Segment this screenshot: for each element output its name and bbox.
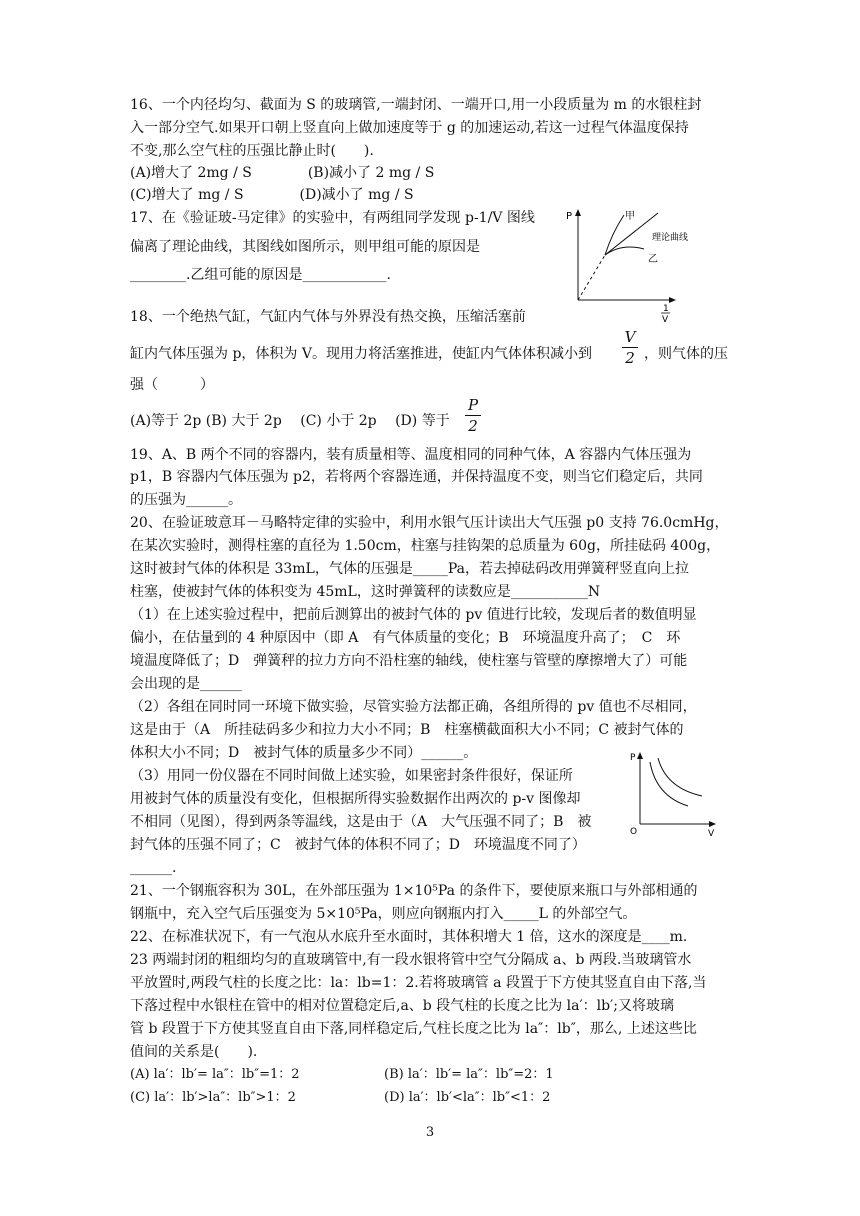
q21-line-1: 21、一个钢瓶容积为 30L，在外部压强为 1×10⁵Pa 的条件下，要使原来瓶口与外部相通的 bbox=[130, 883, 698, 899]
q20-sub2-line-2: 这是由于（A 所挂砝码多少和拉力大小不同；B 柱塞横截面积大小不同；C 被封气体的 bbox=[130, 722, 684, 738]
q17-line-3: ________.乙组可能的原因是____________. bbox=[130, 267, 391, 283]
q20-sub1-line-4: 会出现的是______ bbox=[130, 676, 242, 692]
figure1-x-label-den: V bbox=[662, 315, 669, 325]
q23-line-5: 值间的关系是( ). bbox=[130, 1044, 258, 1060]
q20-sub1-line-1: （1）在上述实验过程中，把前后测算出的被封气体的 pv 值进行比较，发现后者的数值明显 bbox=[130, 607, 697, 623]
q23-line-3: 下落过程中水银柱在管中的相对位置稳定后,a、b 段气柱的长度之比为 la′：lb′;又将玻璃 bbox=[130, 998, 674, 1014]
figure1-x-label-num: 1 bbox=[663, 304, 669, 314]
q16-line-3: 不变,那么空气柱的压强比静止时( ). bbox=[130, 143, 374, 159]
q20-line-3: 这时被封气体的体积是 33mL，气体的压强是_____Pa，若去掉砝码改用弹簧秤竖直向上拉 bbox=[130, 561, 689, 577]
q20-line-2: 在某次实验时，测得柱塞的直径为 1.50cm，柱塞与挂钩架的总质量为 60g，所挂砝码 400g， bbox=[130, 538, 721, 554]
figure-p-inverse-v bbox=[560, 205, 689, 325]
q18-options: (A)等于 2p (B) 大于 2p (C) 小于 2p (D) 等于 bbox=[130, 413, 450, 429]
q20-sub3-line-5: ______. bbox=[130, 860, 177, 876]
q19-line-2: p1，B 容器内气体压强为 p2，若将两个容器连通，并保持温度不变，则当它们稳定后，共同 bbox=[130, 469, 703, 485]
q19-line-1: 19、A、B 两个不同的容器内，装有质量相等、温度相同的同种气体，A 容器内气体压强为 bbox=[130, 447, 692, 463]
isotherm-1 bbox=[650, 762, 688, 806]
page-number: 3 bbox=[425, 1125, 435, 1140]
q17-line-1: 17、在《验证玻-马定律》的实验中，有两组同学发现 p-1/V 图线 bbox=[130, 210, 535, 226]
q20-sub3-line-1: （3）用同一份仪器在不同时间做上述实验，如果密封条件很好，保证所 bbox=[130, 768, 573, 784]
q20-line-4: 柱塞，使被封气体的体积变为 45mL，这时弹簧秤的读数应是___________N bbox=[130, 584, 601, 600]
q23-option-a: (A) la′：lb′= la″：lb″=1：2 bbox=[130, 1067, 300, 1082]
q18-line-3: 强（ ） bbox=[130, 377, 214, 393]
fraction-v-num: V bbox=[624, 328, 636, 346]
q16-line-1: 16、一个内径均匀、截面为 S 的玻璃管,一端封闭、一端开口,用一小段质量为 m 的水银柱封 bbox=[130, 97, 702, 113]
q23-line-1: 23 两端封闭的粗细均匀的直玻璃管中,有一段水银将管中空气分隔成 a、b 两段.当玻璃管水 bbox=[130, 952, 692, 968]
fraction-v-den: 2 bbox=[625, 349, 635, 367]
q20-sub3-line-3: 不相同（见图），得到两条等温线，这是由于（A 大气压强不同了；B 被 bbox=[130, 814, 592, 830]
q23-line-4: 管 b 段置于下方使其竖直自由下落,同样稳定后,气柱长度之比为 la″：lb″，那么, 上述这些比 bbox=[130, 1021, 697, 1037]
figure2-x-label: V bbox=[708, 829, 715, 839]
fraction-v-over-2 bbox=[622, 328, 638, 367]
curve-yi bbox=[605, 247, 644, 255]
q20-sub2-line-3: 体积大小不同；D 被封气体的质量多少不同）______。 bbox=[130, 745, 478, 761]
isotherm-2 bbox=[658, 758, 702, 796]
q20-sub1-line-2: 偏小，在估量到的 4 种原因中（即 A 有气体质量的变化；B 环境温度升高了； C 环 bbox=[130, 630, 681, 646]
q20-sub2-line-1: （2）各组在同时同一环境下做实验，尽管实验方法都正确，各组所得的 pv 值也不尽相同， bbox=[130, 699, 697, 715]
q21-line-2: 钢瓶中，充入空气后压强变为 5×10⁵Pa，则应向钢瓶内打入_____L 的外部空气。 bbox=[130, 906, 637, 922]
q17-line-2: 偏离了理论曲线，其图线如图所示，则甲组可能的原因是 bbox=[130, 239, 480, 255]
fraction-p-over-2 bbox=[465, 396, 481, 435]
q18-line-2: 缸内气体压强为 p，体积为 V。现用力将活塞推进，使缸内气体体积减小到 bbox=[130, 346, 592, 362]
q23-option-c: (C) la′：lb′>la″：lb″>1：2 bbox=[130, 1090, 296, 1105]
q20-sub1-line-3: 境温度降低了；D 弹簧秤的拉力方向不沿柱塞的轴线，使柱塞与管壁的摩擦增大了）可能 bbox=[130, 653, 688, 669]
q18-line-2-tail: ，则气体的压 bbox=[644, 346, 728, 362]
figure1-y-label: P bbox=[566, 211, 573, 222]
figure1-label-theory: 理论曲线 bbox=[652, 233, 689, 243]
figure-p-v-isotherms bbox=[626, 748, 720, 838]
q19-line-3: 的压强为______。 bbox=[130, 492, 242, 508]
curve-jia bbox=[605, 215, 624, 255]
q20-sub3-line-2: 用被封气体的质量没有变化，但根据所得实验数据作出两次的 p-v 图像却 bbox=[130, 791, 581, 807]
q18-line-1: 18、一个绝热气缸，气缸内气体与外界没有热交换，压缩活塞前 bbox=[130, 309, 526, 325]
dashed-extrapolation bbox=[578, 255, 605, 300]
q16-line-2: 入一部分空气.如果开口朝上竖直向上做加速度等于 g 的加速运动,若这一过程气体温度保持 bbox=[130, 120, 689, 136]
q23-option-d: (D) la′：lb′<la″：lb″<1：2 bbox=[384, 1090, 551, 1105]
figure1-label-jia: 甲 bbox=[625, 211, 635, 222]
q22-line-1: 22、在标准状况下，有一气泡从水底升至水面时，其体积增大 1 倍，这水的深度是____m. bbox=[130, 929, 688, 945]
q16-option-cd: (C)增大了 mg / S (D)减小了 mg / S bbox=[130, 187, 414, 203]
q16-option-ab: (A)增大了 2mg / S (B)减小了 2 mg / S bbox=[130, 165, 435, 181]
fraction-p-num: P bbox=[467, 396, 479, 414]
q23-line-2: 平放置时,两段气柱的长度之比：la：lb=1：2.若将玻璃管 a 段置于下方使其竖直自由下落,当 bbox=[130, 975, 707, 991]
q20-sub3-line-4: 封气体的压强不同了；C 被封气体的体积不同了；D 环境温度不同了） bbox=[130, 837, 586, 853]
figure1-label-yi: 乙 bbox=[648, 254, 658, 265]
q23-option-b: (B) la′：lb′= la″：lb″=2：1 bbox=[384, 1067, 554, 1082]
q20-line-1: 20、在验证玻意耳－马略特定律的实验中，利用水银气压计读出大气压强 p0 支持 76.0cmHg， bbox=[130, 515, 729, 531]
figure2-origin: O bbox=[630, 827, 638, 837]
figure2-y-label: P bbox=[630, 753, 636, 763]
fraction-p-den: 2 bbox=[468, 417, 478, 435]
